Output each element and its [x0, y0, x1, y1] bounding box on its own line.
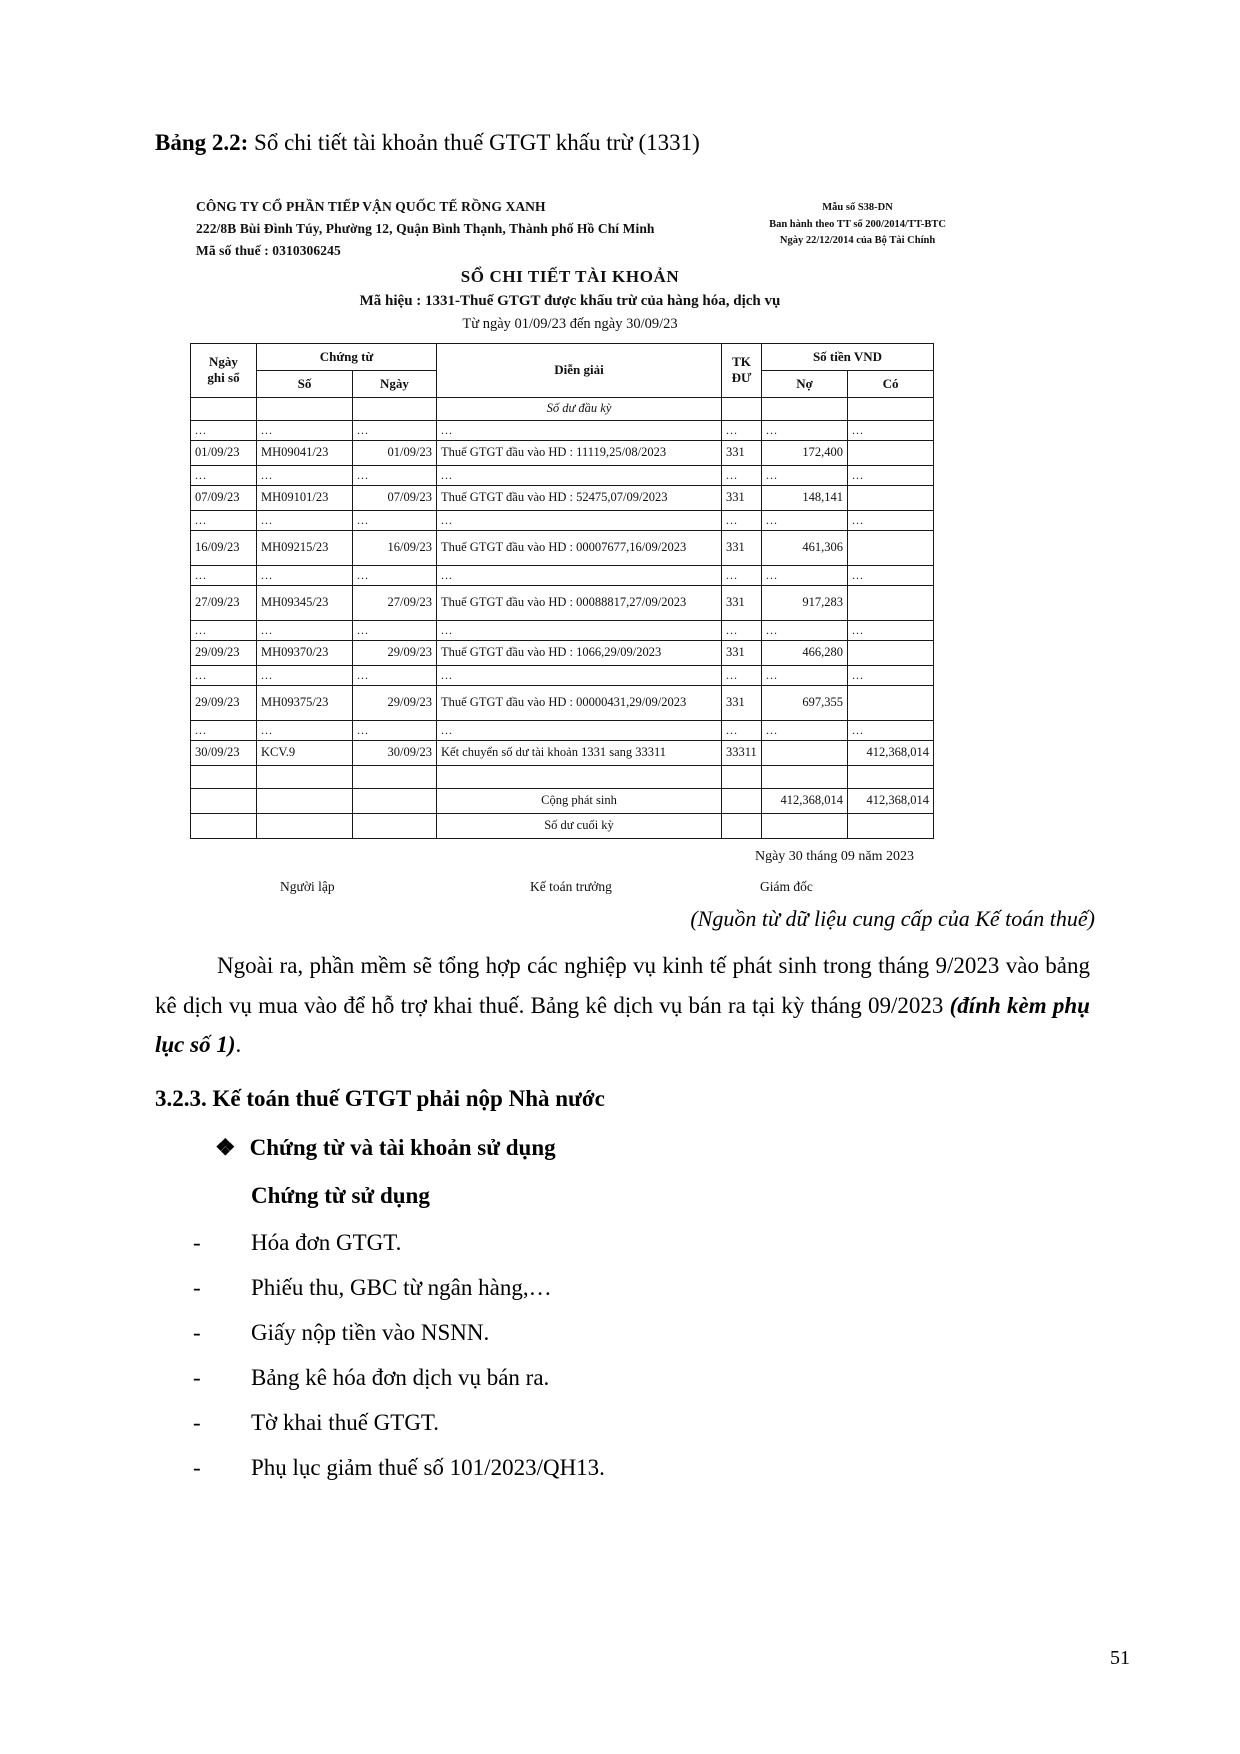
cell-closing-debit	[762, 813, 848, 838]
cell-empty	[257, 765, 353, 788]
th-tk-du	[722, 343, 762, 397]
cell-voucher-date: 16/09/23	[353, 530, 437, 565]
list-item-label: Phiếu thu, GBC từ ngân hàng,…	[251, 1275, 552, 1301]
table-row-spacer	[191, 765, 934, 788]
cell-posting-date: 01/09/23	[191, 440, 257, 465]
ledger-header-row	[190, 196, 950, 258]
list-item-label: Tờ khai thuế GTGT.	[251, 1409, 440, 1435]
cell-debit: 466,280	[762, 640, 848, 665]
body-text	[155, 946, 1090, 1490]
cell-ellipsis: ...	[762, 510, 848, 530]
cell-ellipsis: ...	[848, 665, 934, 685]
ledger-subtitle: Mã hiệu : 1331-Thuế GTGT được khấu trừ của hàng hóa, dịch vụ	[359, 292, 781, 309]
cell-description: Thuế GTGT đầu vào HD : 52475,07/09/2023	[437, 485, 722, 510]
cell-ellipsis: ...	[191, 720, 257, 740]
cell-closing-credit	[848, 813, 934, 838]
cell-ellipsis: ...	[257, 620, 353, 640]
cell-ellipsis: ...	[437, 510, 722, 530]
source-note: (Nguồn từ dữ liệu cung cấp của Kế toán thuế)	[690, 906, 1095, 931]
table-row-closing-balance	[191, 813, 934, 838]
cell-ellipsis: ...	[762, 420, 848, 440]
cell-debit: 461,306	[762, 530, 848, 565]
cell-ellipsis: ...	[848, 620, 934, 640]
cell-ellipsis: ...	[762, 720, 848, 740]
cell-contra-account: 331	[722, 485, 762, 510]
cell-credit	[848, 530, 934, 565]
cell-ellipsis: ...	[848, 510, 934, 530]
cell-debit: 917,283	[762, 585, 848, 620]
cell-contra-account: 331	[722, 685, 762, 720]
cell-posting-date: 29/09/23	[191, 685, 257, 720]
ledger-table-body	[191, 397, 934, 765]
th-tk-line2: ĐƯ	[731, 370, 752, 386]
cell-empty	[257, 788, 353, 813]
cell-ellipsis: ...	[722, 510, 762, 530]
ledger-table	[190, 343, 934, 839]
table-caption-label: Bảng 2.2:	[155, 130, 249, 155]
cell-total-credit: 412,368,014	[848, 788, 934, 813]
form-number-line3: Ngày 22/12/2014 của Bộ Tài Chính	[779, 235, 936, 247]
cell-ellipsis: ...	[722, 565, 762, 585]
cell-ellipsis: ...	[722, 620, 762, 640]
cell-empty	[722, 765, 762, 788]
table-row	[191, 585, 934, 620]
th-ngay-ghi-so-line1: Ngày	[209, 354, 238, 370]
cell-posting-date: 07/09/23	[191, 485, 257, 510]
cell-description: Thuế GTGT đầu vào HD : 00007677,16/09/2023	[437, 530, 722, 565]
cell-ellipsis: ...	[191, 420, 257, 440]
table-caption-text: Sổ chi tiết tài khoản thuế GTGT khấu trừ (1331)	[254, 130, 700, 155]
ledger-title-block	[190, 264, 950, 336]
list-item-label: Phụ lục giảm thuế số 101/2023/QH13.	[251, 1454, 605, 1480]
cell-contra-account: 331	[722, 440, 762, 465]
th-so-tien: Số tiền VND	[762, 343, 934, 370]
cell-ellipsis: ...	[257, 665, 353, 685]
cell-posting-date: 29/09/23	[191, 640, 257, 665]
cell-ellipsis: ...	[762, 620, 848, 640]
cell-empty	[722, 397, 762, 420]
cell-empty	[848, 765, 934, 788]
cell-ellipsis: ...	[762, 465, 848, 485]
cell-ellipsis: ...	[191, 565, 257, 585]
table-row	[191, 440, 934, 465]
cell-voucher-number: MH09215/23	[257, 530, 353, 565]
form-number-line1: Mẫu số S38-DN	[822, 202, 893, 213]
cell-ellipsis: ...	[762, 565, 848, 585]
list-item-label: Bảng kê hóa đơn dịch vụ bán ra.	[251, 1364, 550, 1390]
cell-contra-account: 331	[722, 585, 762, 620]
cell-ellipsis: ...	[191, 665, 257, 685]
cell-empty	[437, 765, 722, 788]
table-row	[191, 640, 934, 665]
table-row-ellipsis	[191, 420, 934, 440]
cell-ellipsis: ...	[437, 465, 722, 485]
cell-ellipsis: ...	[191, 620, 257, 640]
list-item	[155, 1221, 1090, 1266]
cell-ellipsis: ...	[353, 510, 437, 530]
cell-ellipsis: ...	[722, 420, 762, 440]
list-item	[155, 1356, 1090, 1401]
cell-ellipsis: ...	[722, 720, 762, 740]
cell-empty	[353, 813, 437, 838]
cell-voucher-number: KCV.9	[257, 740, 353, 765]
th-chung-tu: Chứng từ	[257, 343, 437, 370]
cell-empty	[848, 397, 934, 420]
cell-empty	[191, 765, 257, 788]
cell-empty	[353, 765, 437, 788]
subsection-heading-1-text: Chứng từ và tài khoản sử dụng	[249, 1135, 556, 1161]
cell-voucher-number: MH09370/23	[257, 640, 353, 665]
cell-description: Thuế GTGT đầu vào HD : 1066,29/09/2023	[437, 640, 722, 665]
table-header-row-1	[191, 343, 934, 370]
signature-date: Ngày 30 tháng 09 năm 2023	[754, 848, 914, 864]
cell-posting-date: 27/09/23	[191, 585, 257, 620]
cell-empty	[191, 788, 257, 813]
table-row-total-movements	[191, 788, 934, 813]
dash-bullet-icon: -	[193, 1230, 201, 1256]
page-number: 51	[1110, 1647, 1130, 1669]
cell-voucher-date: 30/09/23	[353, 740, 437, 765]
cell-ellipsis: ...	[257, 565, 353, 585]
cell-voucher-number: MH09345/23	[257, 585, 353, 620]
signature-preparer: Người lập	[280, 878, 335, 894]
cell-credit: 412,368,014	[848, 740, 934, 765]
table-row-ellipsis	[191, 720, 934, 740]
paragraph-intro-period: .	[235, 1032, 242, 1058]
th-chung-tu-ngay: Ngày	[353, 370, 437, 397]
company-name: CÔNG TY CỔ PHẦN TIẾP VẬN QUỐC TẾ RỒNG XANH	[196, 199, 546, 214]
form-number-line2: Ban hành theo TT số 200/2014/TT-BTC	[769, 218, 946, 230]
company-tax-code: Mã số thuế : 0310306245	[196, 242, 341, 258]
subsection-heading-2: Chứng từ sử dụng	[251, 1182, 430, 1208]
table-row-ellipsis	[191, 510, 934, 530]
cell-voucher-date: 07/09/23	[353, 485, 437, 510]
cell-voucher-number: MH09101/23	[257, 485, 353, 510]
table-row	[191, 740, 934, 765]
table-row-ellipsis	[191, 565, 934, 585]
th-co: Có	[848, 370, 934, 397]
cell-ellipsis: ...	[191, 465, 257, 485]
cell-ellipsis: ...	[353, 420, 437, 440]
cell-total-label: Cộng phát sinh	[437, 788, 722, 813]
table-row-opening-balance	[191, 397, 934, 420]
company-block	[196, 196, 655, 262]
cell-empty	[722, 788, 762, 813]
cell-empty	[257, 813, 353, 838]
th-no: Nợ	[762, 370, 848, 397]
cell-ellipsis: ...	[722, 465, 762, 485]
cell-ellipsis: ...	[353, 720, 437, 740]
cell-empty	[722, 813, 762, 838]
dash-bullet-icon: -	[193, 1364, 201, 1390]
th-ngay-ghi-so	[191, 343, 257, 397]
cell-empty	[353, 397, 437, 420]
cell-ellipsis: ...	[257, 465, 353, 485]
company-address: 222/8B Bùi Đình Túy, Phường 12, Quận Bình Thạnh, Thành phố Hồ Chí Minh	[196, 220, 655, 236]
list-item	[155, 1401, 1090, 1446]
cell-empty	[191, 813, 257, 838]
cell-credit	[848, 585, 934, 620]
cell-credit	[848, 485, 934, 510]
cell-closing-label: Số dư cuối kỳ	[437, 813, 722, 838]
cell-contra-account: 33311	[722, 740, 762, 765]
cell-description: Thuế GTGT đầu vào HD : 11119,25/08/2023	[437, 440, 722, 465]
cell-ellipsis: ...	[437, 720, 722, 740]
cell-opening-balance-label: Số dư đầu kỳ	[437, 397, 722, 420]
table-row	[191, 530, 934, 565]
cell-ellipsis: ...	[353, 565, 437, 585]
list-item	[155, 1311, 1090, 1356]
cell-empty	[191, 397, 257, 420]
cell-empty	[762, 397, 848, 420]
cell-ellipsis: ...	[848, 720, 934, 740]
th-dien-giai: Diễn giải	[437, 343, 722, 397]
section-heading: 3.2.3. Kế toán thuế GTGT phải nộp Nhà nước	[155, 1085, 605, 1111]
cell-debit: 697,355	[762, 685, 848, 720]
paragraph-intro-emphasis: (đính kèm phụ lục số 1)	[155, 992, 1090, 1058]
cell-ellipsis: ...	[848, 420, 934, 440]
ledger-table-footer	[191, 765, 934, 838]
cell-ellipsis: ...	[257, 420, 353, 440]
th-ngay-ghi-so-line2: ghi sổ	[207, 370, 240, 386]
cell-voucher-date: 27/09/23	[353, 585, 437, 620]
cell-ellipsis: ...	[437, 420, 722, 440]
cell-credit	[848, 685, 934, 720]
ledger-period: Từ ngày 01/09/23 đến ngày 30/09/23	[462, 315, 678, 332]
cell-empty	[257, 397, 353, 420]
th-tk-line1: TK	[732, 354, 751, 370]
cell-debit	[762, 740, 848, 765]
table-row-ellipsis	[191, 665, 934, 685]
cell-total-debit: 412,368,014	[762, 788, 848, 813]
cell-description: Kết chuyển số dư tài khoản 1331 sang 33311	[437, 740, 722, 765]
cell-description: Thuế GTGT đầu vào HD : 00000431,29/09/2023	[437, 685, 722, 720]
table-row-ellipsis	[191, 465, 934, 485]
cell-debit: 148,141	[762, 485, 848, 510]
cell-posting-date: 30/09/23	[191, 740, 257, 765]
cell-ellipsis: ...	[437, 565, 722, 585]
cell-description: Thuế GTGT đầu vào HD : 00088817,27/09/2023	[437, 585, 722, 620]
cell-ellipsis: ...	[353, 620, 437, 640]
cell-voucher-date: 29/09/23	[353, 685, 437, 720]
ledger-scan	[190, 196, 950, 919]
cell-contra-account: 331	[722, 530, 762, 565]
cell-empty	[353, 788, 437, 813]
signature-director: Giám đốc	[760, 878, 813, 894]
cell-contra-account: 331	[722, 640, 762, 665]
cell-ellipsis: ...	[437, 665, 722, 685]
paragraph-intro	[155, 946, 1090, 1065]
cell-empty	[762, 765, 848, 788]
cell-voucher-date: 29/09/23	[353, 640, 437, 665]
dash-bullet-icon: -	[193, 1409, 201, 1435]
list-item-label: Hóa đơn GTGT.	[251, 1230, 402, 1256]
cell-ellipsis: ...	[848, 565, 934, 585]
cell-credit	[848, 640, 934, 665]
table-row	[191, 685, 934, 720]
document-list	[155, 1221, 1090, 1490]
table-row	[191, 485, 934, 510]
signature-chief-accountant: Kế toán trưởng	[530, 878, 612, 894]
table-caption	[155, 128, 700, 158]
paragraph-intro-text: Ngoài ra, phần mềm sẽ tổng hợp các nghiệp vụ kinh tế phát sinh trong tháng 9/2023 vào bảng kê dịch vụ mua vào để hỗ trợ khai thuế. Bảng kê dịch vụ bán ra tại kỳ tháng 09/2023	[155, 953, 1090, 1018]
dash-bullet-icon: -	[193, 1275, 201, 1301]
list-item	[155, 1266, 1090, 1311]
subsection-heading-1	[155, 1128, 1090, 1168]
cell-ellipsis: ...	[762, 665, 848, 685]
cell-ellipsis: ...	[353, 465, 437, 485]
cell-voucher-date: 01/09/23	[353, 440, 437, 465]
table-row-ellipsis	[191, 620, 934, 640]
cell-voucher-number: MH09375/23	[257, 685, 353, 720]
list-item	[155, 1446, 1090, 1491]
dash-bullet-icon: -	[193, 1454, 201, 1480]
th-chung-tu-so: Số	[257, 370, 353, 397]
cell-ellipsis: ...	[257, 720, 353, 740]
form-number-block	[769, 200, 946, 250]
cell-ellipsis: ...	[722, 665, 762, 685]
list-item-label: Giấy nộp tiền vào NSNN.	[251, 1319, 490, 1345]
cell-ellipsis: ...	[257, 510, 353, 530]
cell-ellipsis: ...	[437, 620, 722, 640]
cell-voucher-number: MH09041/23	[257, 440, 353, 465]
cell-ellipsis: ...	[191, 510, 257, 530]
ledger-title: SỔ CHI TIẾT TÀI KHOẢN	[460, 267, 680, 286]
cell-ellipsis: ...	[353, 665, 437, 685]
cell-credit	[848, 440, 934, 465]
dash-bullet-icon: -	[193, 1319, 201, 1345]
cell-posting-date: 16/09/23	[191, 530, 257, 565]
cell-ellipsis: ...	[848, 465, 934, 485]
diamond-bullet-icon: ❖	[215, 1135, 236, 1161]
cell-debit: 172,400	[762, 440, 848, 465]
